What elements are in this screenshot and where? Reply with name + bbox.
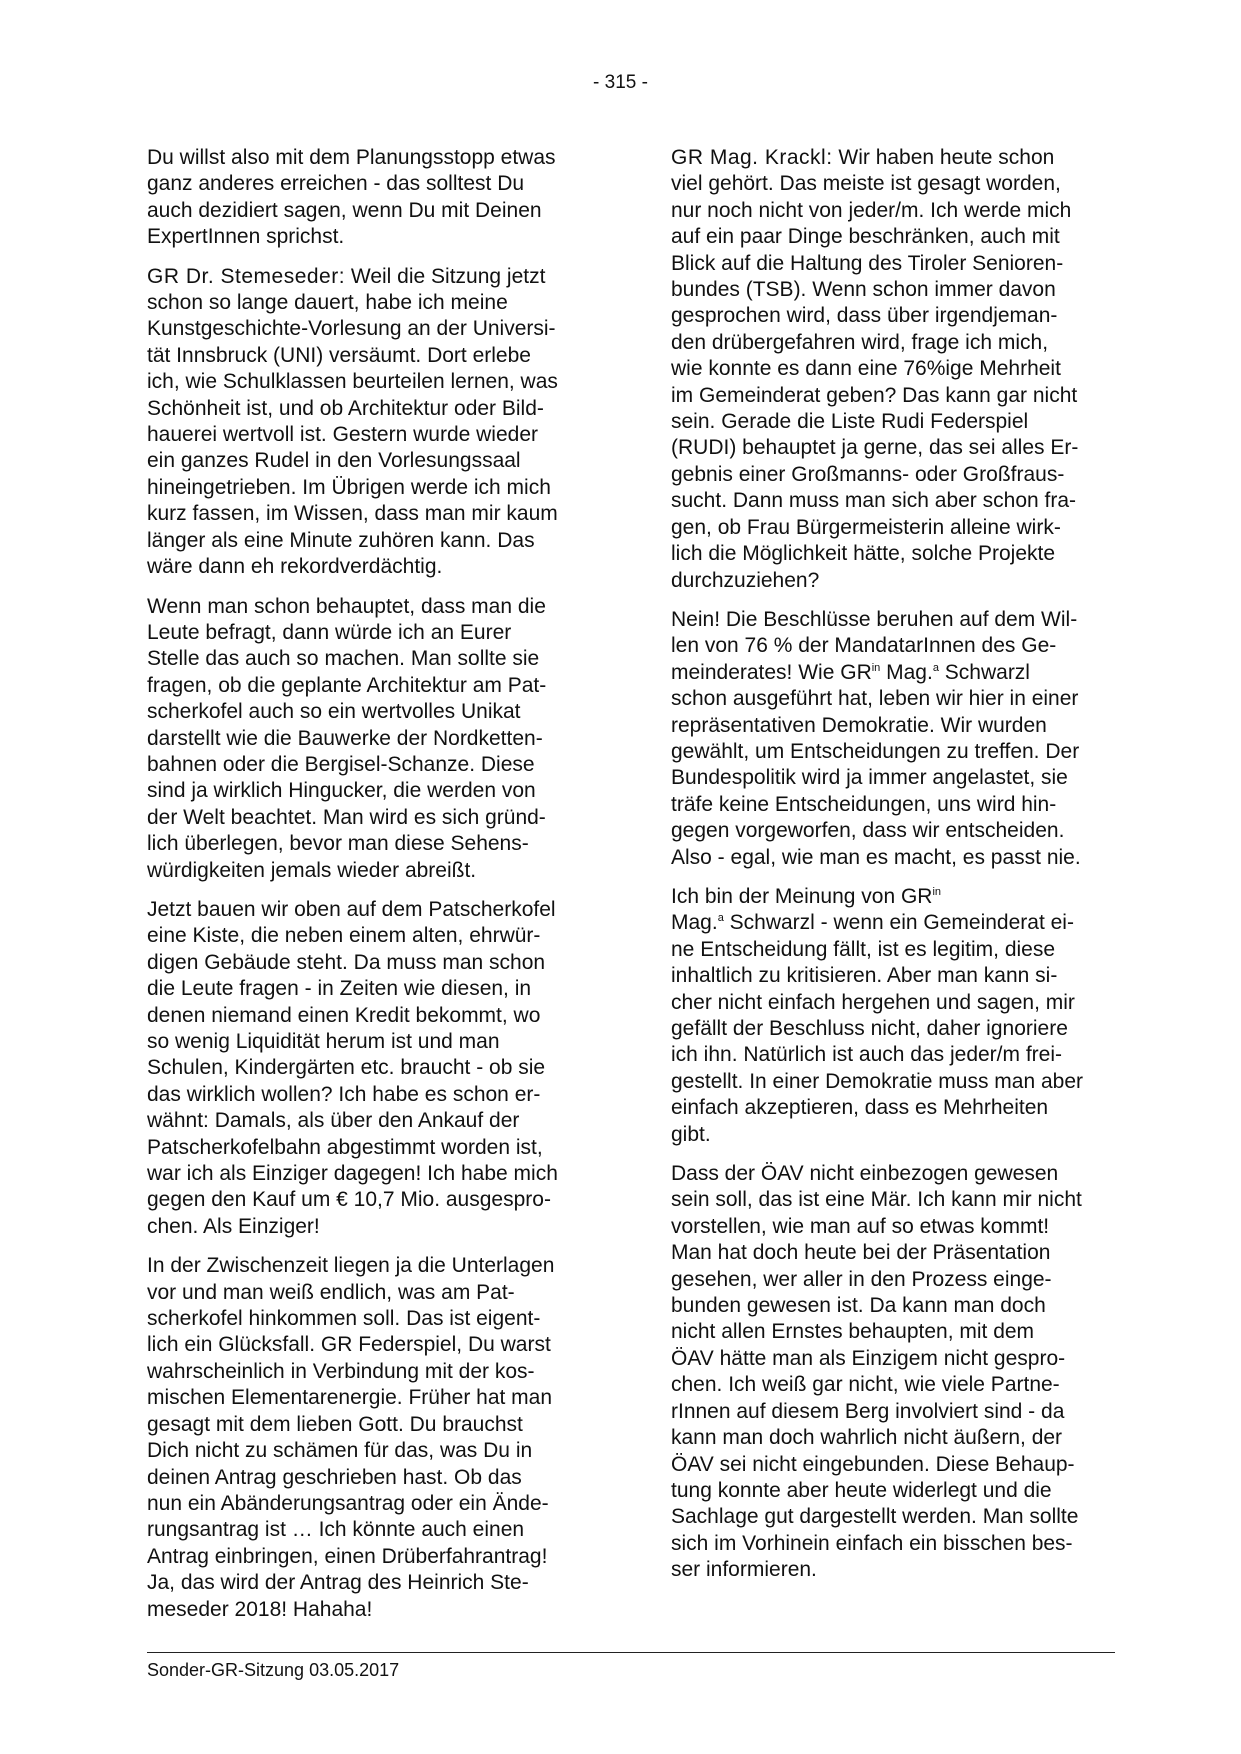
superscript: in <box>871 661 881 674</box>
paragraph-text: Ich bin der Meinung von GR <box>671 884 933 908</box>
paragraph: Wenn man schon behauptet, dass man die Leute befragt, dann würde ich an Eurer Stelle das auch so machen. Man sollte sie fragen, ob die geplante Architektur am Pat- scherkofel auch so ein wertvolles Unikat darstellt wie die Bauwerke der Nordketten- bahnen oder die Bergisel-Schanze. Diese sind ja wirklich Hingucker, die werden von der Welt beachtet. Man wird es sich gründ- lich überlegen, bevor man diese Sehens- würdigkeiten jemals wieder abreißt. <box>147 594 547 882</box>
footer-divider <box>147 1652 1115 1653</box>
paragraph <box>671 607 1131 871</box>
paragraph-text: Wir haben heute schon viel gehört. Das meiste ist gesagt worden, nur noch nicht von jeder/m. Ich werde mich auf ein paar Dinge beschränken, auch mit Blick auf die Haltung des Tiroler Senioren- bundes (TSB). Wenn schon immer davon gesprochen wird, dass über irgendjeman- den drübergefahren wird, frage ich mich, wie konnte es dann eine 76%ige Mehrheit im Gemeinderat geben? Das kann gar nicht sein. Gerade die Liste Rudi Federspiel (RUDI) behauptet ja gerne, das sei alles Er- gebnis einer Großmanns- oder Großfraus- sucht. Dann muss man sich aber schon fra- gen, ob Frau Bürgermeisterin alleine wirk- lich die Möglichkeit hätte, solche Projekte durchzuziehen? <box>671 146 1079 592</box>
paragraph <box>147 264 602 581</box>
superscript: a <box>717 912 724 925</box>
paragraph: Jetzt bauen wir oben auf dem Patscherkofel eine Kiste, die neben einem alten, ehrwür- digen Gebäude steht. Da muss man schon die Leute fragen - in Zeiten wie diesen, in denen niemand einen Kredit bekommt, wo so wenig Liquidität herum ist und man Schulen, Kindergärten etc. braucht - ob sie das wirklich wollen? Ich habe es schon er- wähnt: Damals, als über den Ankauf der Patscherkofelbahn abgestimmt worden ist, war ich als Einziger dagegen! Ich habe mich gegen den Kauf um € 10,7 Mio. ausgespro- chen. Als Einziger! <box>147 897 558 1238</box>
right-column <box>671 145 1131 1597</box>
paragraph <box>671 145 1131 594</box>
paragraph: Du willst also mit dem Planungsstopp etwas ganz anderes erreichen - das solltest Du auch dezidiert sagen, wenn Du mit Deinen ExpertInnen sprichst. <box>147 146 556 249</box>
left-column <box>147 145 602 1636</box>
speaker-name: GR Mag. Krackl: <box>671 146 833 169</box>
paragraph: Dass der ÖAV nicht einbezogen gewesen sein soll, das ist eine Mär. Ich kann mir nicht vorstellen, wie man auf so etwas kommt! Man hat doch heute bei der Präsentation gesehen, wer aller in den Prozess einge- bunden gewesen ist. Da kann man doch nicht allen Ernstes behaupten, mit dem ÖAV hätte man als Einzigem nicht gespro- chen. Ich weiß gar nicht, wie viele Partne- rInnen auf diesem Berg involviert sind - da kann man doch wahrlich nicht äußern, der ÖAV sei nicht eingebunden. Diese Behaup- tung konnte aber heute widerlegt und die Sachlage gut dargestellt werden. Man sollte sich im Vorhinein einfach ein bisschen bes- ser informieren. <box>671 1162 1082 1582</box>
paragraph-text: Schwarzl - wenn ein Gemeinderat ei- ne Entscheidung fällt, ist es legitim, diese inhaltlich zu kritisieren. Aber man kann si- cher nicht einfach hergehen und sagen, mir gefällt der Beschluss nicht, daher ignoriere ich ihn. Natürlich ist auch das jeder/m frei- gestellt. In einer Demokratie muss man aber einfach akzeptieren, dass es Mehrheiten gibt. <box>671 911 1084 1146</box>
paragraph-text: Weil die Sitzung jetzt schon so lange dauert, habe ich meine Kunstgeschichte-Vorlesung an der Universi- tät Innsbruck (UNI) versäumt. Dort erlebe ich, wie Schulklassen beurteilen lernen, was Schönheit ist, und ob Architektur oder Bild- hauerei wertvoll ist. Gestern wurde wieder ein ganzes Rudel in den Vorlesungssaal hineingetrieben. Im Übrigen werde ich mich kurz fassen, im Wissen, dass man mir kaum länger als eine Minute zuhören kann. Das wäre dann eh rekordverdächtig. <box>147 264 558 579</box>
page-number: - 315 - <box>593 72 648 93</box>
speaker-name: GR Dr. Stemeseder: <box>147 264 346 288</box>
paragraph-text: Schwarzl schon ausgeführt hat, leben wir hier in einer repräsentativen Demokratie. Wir wurden gewählt, um Entscheidungen zu treffen. Der Bundespolitik wird ja immer angelastet, sie träfe keine Entscheidungen, uns wird hin- gegen vorgeworfen, dass wir entscheiden. Also - egal, wie man es macht, es passt nie. <box>671 660 1081 869</box>
footer-text: Sonder-GR-Sitzung 03.05.2017 <box>147 1660 400 1680</box>
paragraph-text: Mag. <box>880 660 933 684</box>
paragraph-text: Nein! Die Beschlüsse beruhen auf dem Wil- len von 76 % der MandatarInnen des Ge- meinderates! Wie GR <box>671 607 1078 684</box>
superscript: a <box>932 661 939 674</box>
superscript: in <box>932 885 942 898</box>
paragraph: In der Zwischenzeit liegen ja die Unterlagen vor und man weiß endlich, was am Pat- scherkofel hinkommen soll. Das ist eigent- lich ein Glücksfall. GR Federspiel, Du warst wahrscheinlich in Verbindung mit der kos- mischen Elementarenergie. Früher hat man gesagt mit dem lieben Gott. Du brauchst Dich nicht zu schämen für das, was Du in deinen Antrag geschrieben hast. Ob das nun ein Abänderungsantrag oder ein Ände- rungsantrag ist … Ich könnte auch einen Antrag einbringen, einen Drüberfahrantrag! Ja, das wird der Antrag des Heinrich Ste- meseder 2018! Hahaha! <box>147 1254 555 1621</box>
paragraph-text: Mag. <box>671 911 718 935</box>
paragraph <box>671 884 1131 1148</box>
